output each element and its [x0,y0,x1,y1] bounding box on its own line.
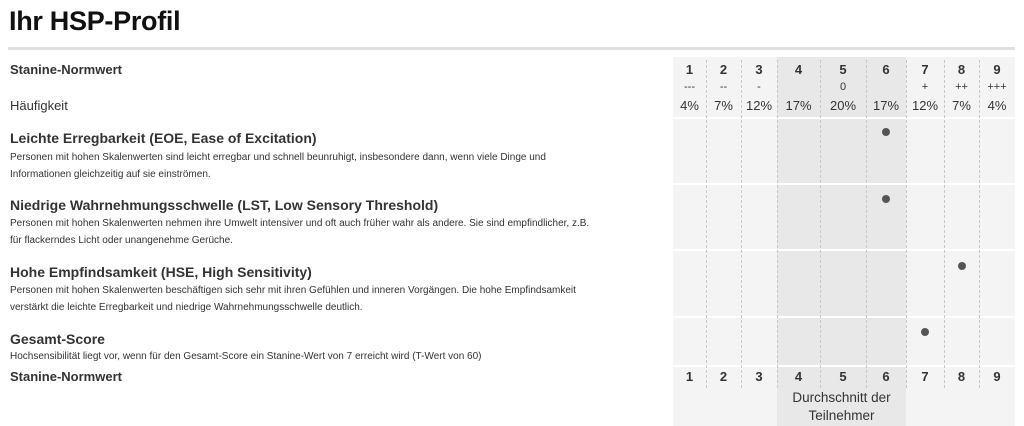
footer-norm-label: Stanine-Normwert [10,369,122,384]
score-dot [882,128,890,136]
footer-stanine-1: 1 [685,369,694,384]
row-eoe-desc-line2: Informationen gleichzeitig auf sie einströmen. [10,169,211,180]
average-label [777,389,906,425]
header-norm-label: Stanine-Normwert [10,62,122,77]
row-hse-desc-line1: Personen mit hohen Skalenwerten beschäftigen sich sehr mit ihren Gefühlen und inneren Vorgängen. Die hohe Empfindsamkeit [10,285,576,296]
frequency-value: 7% [714,98,733,113]
footer-stanine-8: 8 [957,369,966,384]
row-separator [673,117,1015,119]
row-hse-desc-line2: verstärkt die leichte Erregbarkeit und niedrige Wahrnehmungsschwelle deutlich. [10,302,363,313]
frequency-value: 4% [680,98,699,113]
row-separator [673,183,1015,185]
row-eoe-description [10,149,630,183]
header-stanine-6: 6 [882,62,890,77]
score-dot [921,328,929,336]
header-stanine-2: 2 [719,62,728,77]
average-label-line2: Teilnehmer [808,408,875,423]
header-stanine-8: 8 [957,62,966,77]
header-symbol: + [921,81,929,93]
footer-stanine-5: 5 [839,369,847,384]
row-separator [673,316,1015,318]
row-hse-description [10,282,630,316]
header-stanine-1: 1 [685,62,694,77]
frequency-value: 7% [952,98,971,113]
footer-stanine-3: 3 [755,369,763,384]
header-stanine-9: 9 [993,62,1001,77]
frequency-label: Häufigkeit [10,98,68,113]
header-symbol: +++ [987,81,1007,93]
footer-stanine-4: 4 [794,369,803,384]
row-lst-description [10,215,630,249]
header-stanine-3: 3 [755,62,763,77]
row-eoe-title: Leichte Erregbarkeit (EOE, Ease of Excitation) [10,130,317,146]
row-separator [673,249,1015,251]
footer-stanine-6: 6 [882,369,890,384]
frequency-value: 17% [785,98,812,113]
footer-stanine-2: 2 [719,369,728,384]
frequency-value: 12% [745,98,773,113]
header-symbol: - [757,81,761,93]
row-eoe-desc-line1: Personen mit hohen Skalenwerten sind leicht erregbar und schnell beunruhigt, insbesondere dann, wenn viele Dinge und [10,152,546,163]
row-lst-title: Niedrige Wahrnehmungsschwelle (LST, Low Sensory Threshold) [10,197,439,213]
header-symbol: --- [684,81,695,93]
frequency-value: 12% [911,98,939,113]
page-title: Ihr HSP-Profil [9,6,181,36]
header-stanine-5: 5 [839,62,847,77]
average-label-line1: Durchschnitt der [792,390,891,405]
row-total-description: Hochsensibilität liegt vor, wenn für den Gesamt-Score ein Stanine-Wert von 7 erreicht wird (T-Wert von 60) [10,351,482,362]
frequency-value: 4% [987,98,1007,113]
frequency-value: 17% [872,98,900,113]
header-stanine-4: 4 [794,62,803,77]
row-total-title: Gesamt-Score [10,331,105,347]
row-separator [673,365,1015,367]
score-dot [958,262,966,270]
header-symbol: ++ [955,81,968,93]
title-divider [8,47,1015,50]
row-lst-desc-line1: Personen mit hohen Skalenwerten nehmen ihre Umwelt intensiver und oft auch früher wahr als andere. Sie sind empfindlicher, z.B. [10,218,590,229]
row-lst-desc-line2: für flackerndes Licht oder unangenehme Gerüche. [10,235,233,246]
header-stanine-7: 7 [921,62,929,77]
score-dot [882,195,890,203]
row-hse-title: Hohe Empfindsamkeit (HSE, High Sensitivity) [10,264,312,280]
frequency-value: 20% [829,98,857,113]
footer-stanine-9: 9 [993,369,1001,384]
footer-stanine-7: 7 [921,369,929,384]
header-symbol: -- [719,81,728,93]
header-symbol: 0 [839,81,847,93]
